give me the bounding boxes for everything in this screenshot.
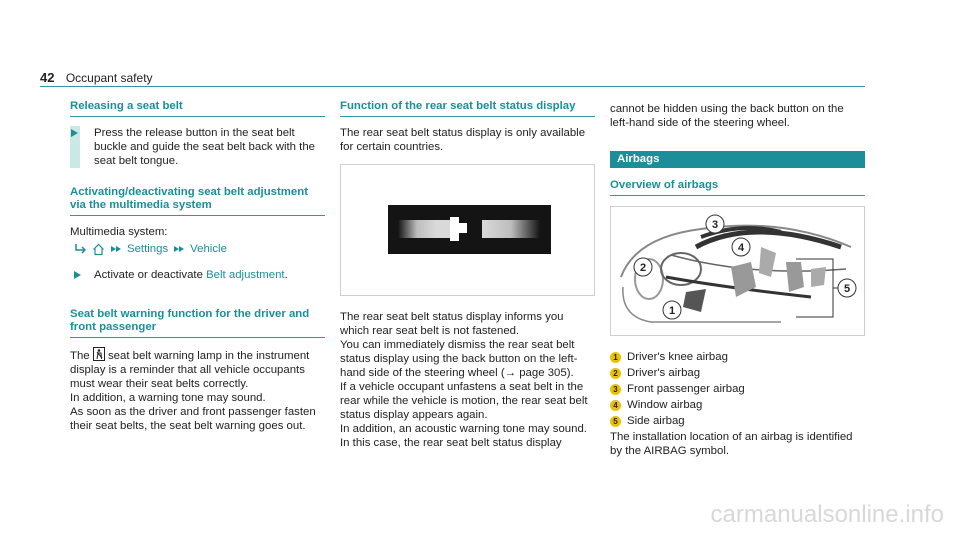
menu-path	[74, 242, 325, 256]
return-arrow-icon	[74, 244, 86, 254]
watermark: carmanualsonline.info	[710, 501, 944, 528]
svg-text:2: 2	[639, 262, 647, 274]
rear-status-para-3: If a vehicle occupant unfastens a seat belt in the rear while the vehicle is motion, the rear seat belt status display appears again.	[340, 381, 588, 421]
marker-icon: 2	[610, 368, 621, 379]
heading-rule	[70, 116, 325, 117]
heading-line: Seat belt warning function for the driver and	[70, 308, 310, 320]
column-2	[340, 92, 595, 450]
legend-item: 4 Window airbag	[610, 398, 865, 412]
heading-rule	[340, 116, 595, 117]
menu-vehicle[interactable]: Vehicle	[190, 243, 227, 255]
rear-status-para-2: You can immediately dismiss the rear seat belt status display using the back button on the left-hand side of the steering wheel (→ page 305).	[340, 339, 578, 379]
header-rule	[40, 86, 865, 87]
double-arrow-icon	[111, 246, 121, 252]
heading-rule	[70, 337, 325, 338]
step-text: Activate or deactivate Belt adjustment.	[94, 269, 288, 281]
seat-belt-indicators	[388, 205, 551, 254]
section-airbags: Airbags	[610, 151, 865, 168]
warning-para-2: In addition, a warning tone may sound.	[70, 392, 266, 404]
legend-item: 3 Front passenger airbag	[610, 382, 865, 396]
page-header	[40, 70, 153, 85]
status-display-strip	[388, 205, 551, 254]
vehicle-interior-illustration	[611, 207, 864, 335]
heading-line: front passenger	[70, 321, 157, 333]
heading-warning-function	[70, 308, 325, 334]
warning-para-3: As soon as the driver and front passenger fasten their seat belts, the seat belt warning goes out.	[70, 406, 316, 432]
legend-item: 1 Driver's knee airbag	[610, 350, 865, 364]
warning-para-1: The seat belt warning lamp in the instrument display is a reminder that all vehicle occupants must wear their seat belts correctly.	[70, 347, 325, 391]
airbag-note: The installation location of an airbag is identified by the AIRBAG symbol.	[610, 431, 853, 457]
step-activate	[70, 268, 325, 282]
home-icon[interactable]	[92, 243, 105, 256]
legend-item: 5 Side airbag	[610, 414, 865, 428]
double-arrow-icon	[174, 246, 184, 252]
heading-rear-status: Function of the rear seat belt status display	[340, 100, 576, 112]
rear-status-para-1: The rear seat belt status display informs you which rear seat belt is not fastened.	[340, 311, 564, 337]
continued-text: cannot be hidden using the back button on the left-hand side of the steering wheel.	[610, 103, 844, 129]
seat-belt-warning-icon	[93, 347, 105, 361]
rear-status-display-figure	[340, 164, 595, 296]
marker-icon: 1	[610, 352, 621, 363]
rear-status-intro: The rear seat belt status display is only available for certain countries.	[340, 127, 586, 153]
step-release	[70, 126, 325, 168]
step-arrow-icon	[71, 129, 78, 137]
airbag-overview-figure	[610, 206, 865, 336]
multimedia-label: Multimedia system:	[70, 226, 168, 238]
heading-rule	[70, 215, 325, 216]
heading-activating	[70, 186, 325, 212]
step-arrow-icon	[74, 271, 81, 279]
page-number: 42	[40, 70, 55, 85]
menu-settings[interactable]: Settings	[127, 243, 169, 255]
marker-icon: 4	[610, 400, 621, 411]
heading-line: via the multimedia system	[70, 199, 212, 211]
svg-text:1: 1	[668, 305, 676, 317]
step-text: Press the release button in the seat belt buckle and guide the seat belt back with the seat belt tongue.	[94, 127, 315, 167]
heading-releasing: Releasing a seat belt	[70, 100, 183, 112]
header-section: Occupant safety	[65, 71, 153, 85]
airbag-legend	[610, 350, 865, 428]
heading-line: Activating/deactivating seat belt adjustment	[70, 186, 308, 198]
svg-text:5: 5	[843, 283, 851, 295]
marker-icon: 5	[610, 416, 621, 427]
svg-text:4: 4	[737, 242, 745, 254]
heading-overview-airbags: Overview of airbags	[610, 179, 719, 191]
heading-rule	[610, 195, 865, 196]
belt-adjustment-link[interactable]: Belt adjustment	[206, 269, 285, 281]
rear-status-para-4: In addition, an acoustic warning tone may sound. In this case, the rear seat belt status display	[340, 423, 587, 449]
column-1	[70, 92, 325, 433]
legend-item: 2 Driver's airbag	[610, 366, 865, 380]
column-3	[610, 92, 865, 458]
svg-text:3: 3	[711, 219, 719, 231]
marker-icon: 3	[610, 384, 621, 395]
